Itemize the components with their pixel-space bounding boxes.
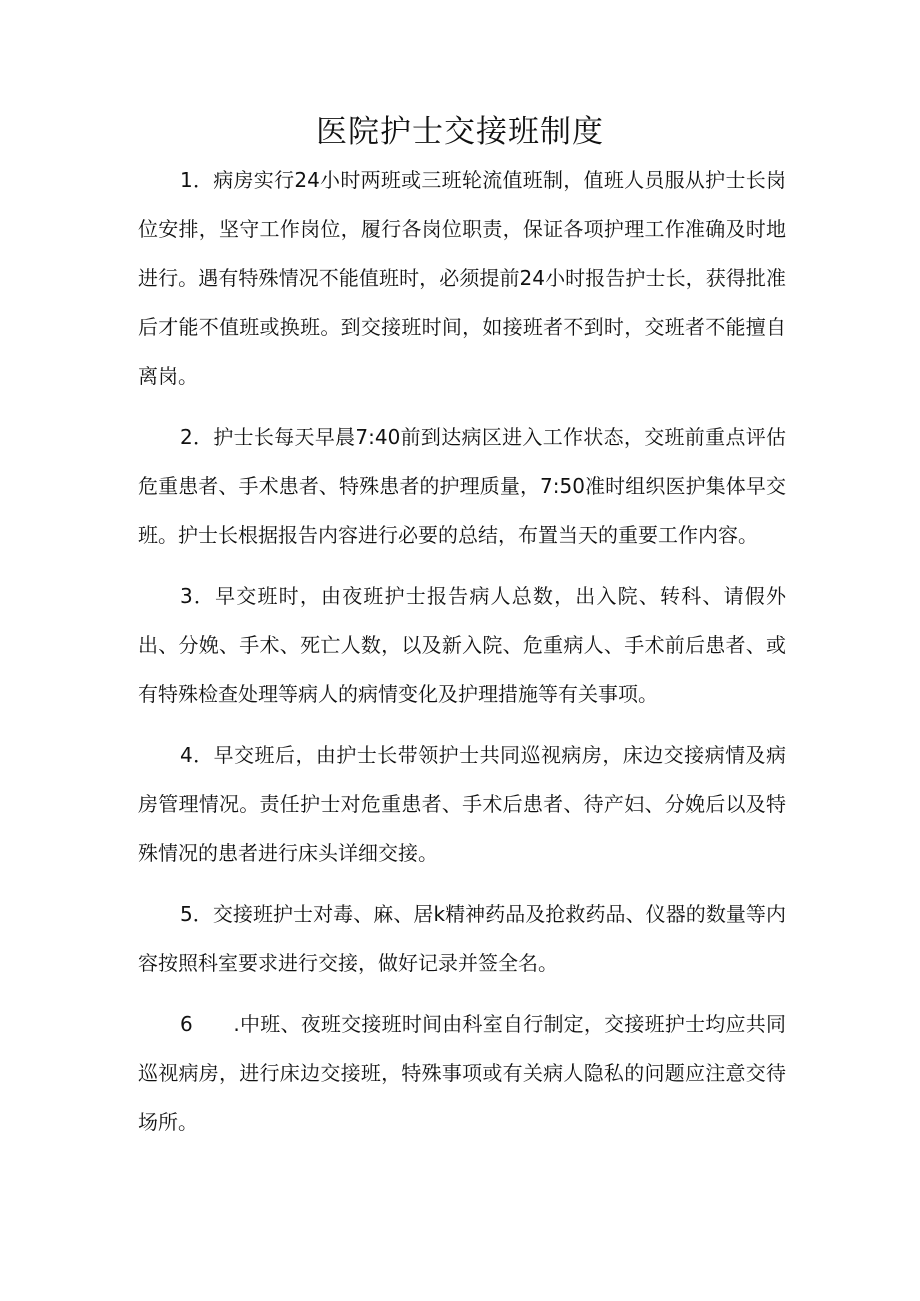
paragraph-4: 4．早交班后，由护士长带领护士共同巡视病房，床边交接病情及病房管理情况。责任护士对危重患者、手术后患者、待产妇、分娩后以及特殊情况的患者进行床头详细交接。 <box>138 743 786 865</box>
paragraph-5: 5．交接班护士对毒、麻、居k精神药品及抢救药品、仪器的数量等内容按照科室要求进行交接，做好记录并签全名。 <box>138 902 786 975</box>
document-body <box>138 156 786 1159</box>
paragraph-6: 6 .中班、夜班交接班时间由科室自行制定，交接班护士均应共同巡视病房，进行床边交接班，特殊事项或有关病人隐私的问题应注意交待场所。 <box>138 1012 786 1134</box>
document-title: 医院护士交接班制度 <box>316 114 604 150</box>
paragraph-2: 2．护士长每天早晨7:40前到达病区进入工作状态，交班前重点评估危重患者、手术患者、特殊患者的护理质量，7:50准时组织医护集体早交班。护士长根据报告内容进行必要的总结，布置当天的重要工作内容。 <box>138 425 786 547</box>
paragraph-1: 1．病房实行24小时两班或三班轮流值班制，值班人员服从护士长岗位安排，坚守工作岗位，履行各岗位职责，保证各项护理工作准确及时地进行。遇有特殊情况不能值班时，必须提前24小时报告护士长，获得批准后才能不值班或换班。到交接班时间，如接班者不到时，交班者不能擅自离岗。 <box>138 168 786 388</box>
paragraph-3: 3．早交班时，由夜班护士报告病人总数，出入院、转科、请假外出、分娩、手术、死亡人数，以及新入院、危重病人、手术前后患者、或有特殊检查处理等病人的病情变化及护理措施等有关事项。 <box>138 584 786 706</box>
